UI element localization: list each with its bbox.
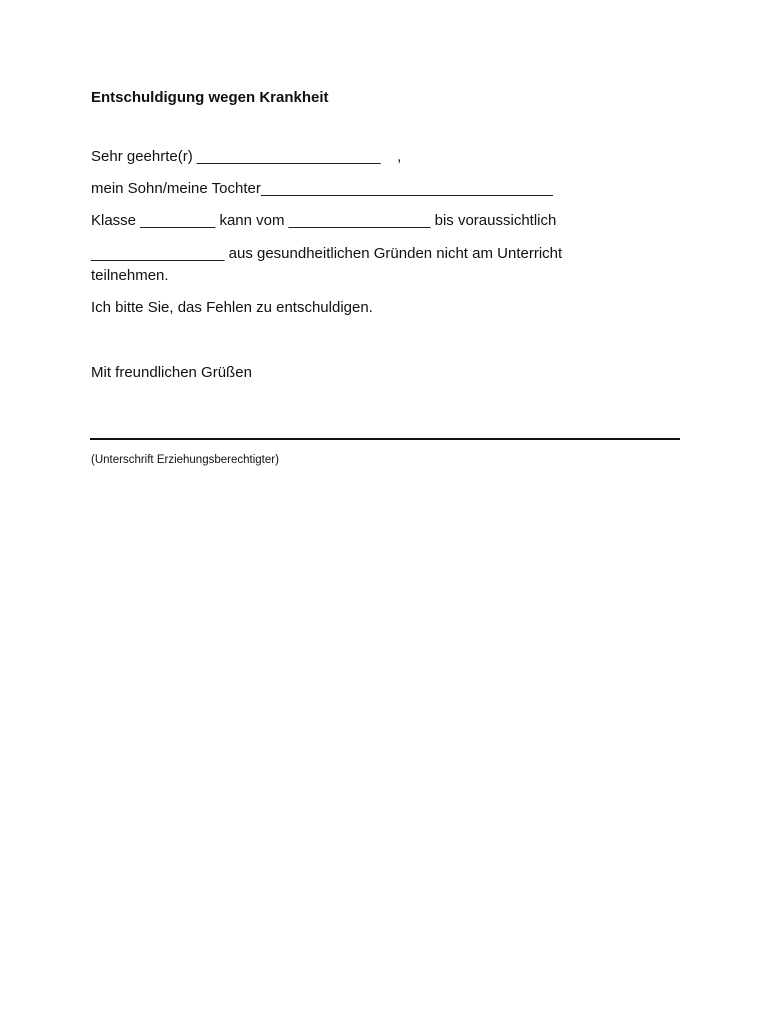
reason-continuation-line: teilnehmen.: [91, 267, 169, 284]
document-title: Entschuldigung wegen Krankheit: [91, 89, 329, 106]
request-line: Ich bitte Sie, das Fehlen zu entschuldigen.: [91, 299, 373, 316]
reason-line: ________________ aus gesundheitlichen Gründen nicht am Unterricht: [91, 245, 563, 262]
closing-line: Mit freundlichen Grüßen: [91, 364, 252, 381]
class-date-line: Klasse _________ kann vom _________________ bis voraussichtlich: [91, 212, 557, 229]
salutation-line: Sehr geehrte(r) ______________________ ,: [91, 148, 402, 165]
signature-caption: (Unterschrift Erziehungsberechtigter): [91, 454, 279, 466]
signature-line: [90, 438, 680, 440]
child-line: mein Sohn/meine Tochter___________________________________: [91, 180, 553, 197]
